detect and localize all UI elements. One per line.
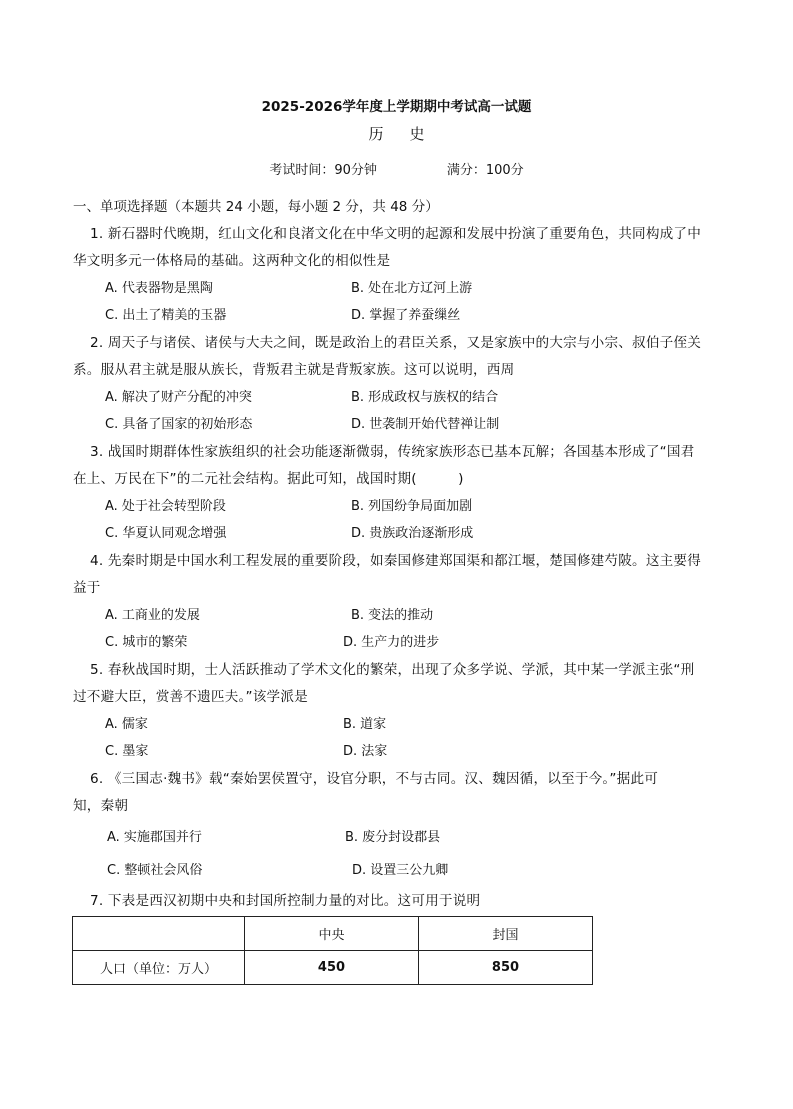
question-5-line-2: 过不避大臣，赏善不遗匹夫。”该学派是	[73, 689, 308, 705]
section-title: 一、单项选择题（本题共 24 小题，每小题 2 分，共 48 分）	[73, 199, 439, 215]
table-cell: 人口（单位：万人）	[73, 951, 245, 985]
question-6-option-b: B. 废分封设郡县	[345, 830, 441, 845]
table-row	[73, 951, 593, 985]
question-6-line-1: 6. 《三国志·魏书》载“秦始罢侯置守，设官分职，不与古同。汉、魏因循，以至于今。”据此可	[90, 771, 659, 787]
question-5-option-b: B. 道家	[343, 717, 387, 732]
question-3-line-2: 在上、万民在下”的二元社会结构。据此可知，战国时期( )	[73, 471, 464, 487]
subject-name: 历史	[368, 125, 451, 143]
table-cell: 850	[419, 951, 593, 985]
question-1-option-a: A. 代表器物是黑陶	[105, 281, 213, 296]
question-5-line-1: 5. 春秋战国时期，士人活跃推动了学术文化的繁荣，出现了众多学说、学派，其中某一学派主张“刑	[90, 662, 695, 678]
question-4-line-1: 4. 先秦时期是中国水利工程发展的重要阶段，如秦国修建郑国渠和都江堰，楚国修建芍陂。这主要得	[90, 553, 702, 569]
question-1-option-c: C. 出土了精美的玉器	[105, 308, 227, 323]
question-6-line-2: 知，秦朝	[73, 798, 129, 814]
table-cell: 450	[245, 951, 419, 985]
question-1-line-1: 1. 新石器时代晚期，红山文化和良渚文化在中华文明的起源和发展中扮演了重要角色，共同构成了中	[90, 226, 702, 242]
question-5-option-a: A. 儒家	[105, 717, 148, 732]
question-2-option-b: B. 形成政权与族权的结合	[351, 390, 499, 405]
exam-meta	[0, 159, 793, 178]
exam-time: 考试时间：90分钟	[269, 163, 377, 178]
question-1-line-2: 华文明多元一体格局的基础。这两种文化的相似性是	[73, 253, 391, 269]
question-7-line-1: 7. 下表是西汉初期中央和封国所控制力量的对比。这可用于说明	[90, 893, 481, 909]
table-header-cell: 中央	[245, 917, 419, 951]
question-2-option-c: C. 具备了国家的初始形态	[105, 417, 253, 432]
question-3-line-1: 3. 战国时期群体性家族组织的社会功能逐渐微弱，传统家族形态已基本瓦解；各国基本形成了“国君	[90, 444, 695, 460]
question-6-option-d: D. 设置三公九卿	[352, 863, 449, 878]
comparison-table	[72, 916, 593, 985]
exam-score: 满分：100分	[446, 163, 524, 178]
question-3-option-a: A. 处于社会转型阶段	[105, 499, 226, 514]
question-2-option-a: A. 解决了财产分配的冲突	[105, 390, 252, 405]
question-6-option-c: C. 整顿社会风俗	[107, 863, 203, 878]
question-4-option-a: A. 工商业的发展	[105, 608, 200, 623]
question-3-option-d: D. 贵族政治逐渐形成	[351, 526, 474, 541]
question-3-option-c: C. 华夏认同观念增强	[105, 526, 227, 541]
question-4-option-d: D. 生产力的进步	[343, 635, 440, 650]
question-4-line-2: 益于	[73, 580, 101, 596]
table-header-row	[73, 917, 593, 951]
question-1-option-d: D. 掌握了养蚕缫丝	[351, 308, 461, 323]
table-header-cell	[73, 917, 245, 951]
question-2-option-d: D. 世袭制开始代替禅让制	[351, 417, 500, 432]
question-5-option-d: D. 法家	[343, 744, 388, 759]
question-5-option-c: C. 墨家	[105, 744, 149, 759]
question-3-option-b: B. 列国纷争局面加剧	[351, 499, 473, 514]
question-4-option-b: B. 变法的推动	[351, 608, 434, 623]
question-6-option-a: A. 实施郡国并行	[107, 830, 202, 845]
question-2-line-2: 系。服从君主就是服从族长，背叛君主就是背叛家族。这可以说明，西周	[73, 362, 515, 378]
table-header-cell: 封国	[419, 917, 593, 951]
question-1-option-b: B. 处在北方辽河上游	[351, 281, 473, 296]
question-4-option-c: C. 城市的繁荣	[105, 635, 188, 650]
exam-title: 2025-2026学年度上学期期中考试高一试题	[261, 99, 532, 115]
question-2-line-1: 2. 周天子与诸侯、诸侯与大夫之间，既是政治上的君臣关系，又是家族中的大宗与小宗、叔伯子侄关	[90, 335, 702, 351]
